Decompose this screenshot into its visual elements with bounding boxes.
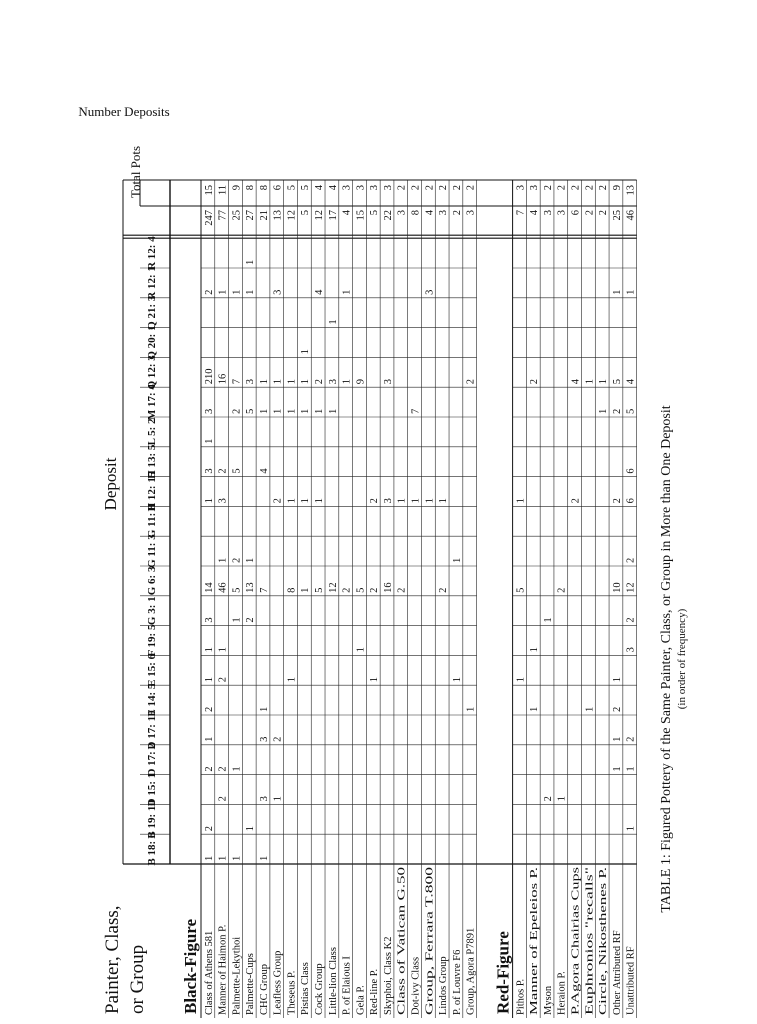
row-cell-value: 1 xyxy=(598,378,610,385)
row-number-deposits: 2 xyxy=(598,185,610,191)
row-cell-value: 1 xyxy=(327,319,339,325)
deposit-column-header: L 5: 2 xyxy=(146,418,158,446)
deposit-column-header: F 19: 5 xyxy=(146,624,158,657)
row-cell-value: 1 xyxy=(231,766,243,772)
deposit-column-header: D 17: 10 xyxy=(146,710,158,750)
row-cell-value: 9 xyxy=(355,378,367,385)
row-number-deposits: 3 xyxy=(529,185,541,191)
row-cell-value: 1 xyxy=(355,647,367,653)
row-number-deposits: 5 xyxy=(286,185,298,191)
row-cell-value: 1 xyxy=(300,408,312,414)
row-cell-value: 16 xyxy=(382,582,394,593)
row-total-pots: 25 xyxy=(611,210,623,221)
row-cell-value: 2 xyxy=(203,766,215,772)
deposit-column-header: H 12: 15 xyxy=(146,471,158,512)
row-cell-value: 2 xyxy=(203,289,215,295)
row-number-deposits: 3 xyxy=(355,185,367,191)
row-cell-value: 1 xyxy=(451,676,463,683)
deposit-column-header: H 13: 5 xyxy=(146,444,158,479)
row-name: Theseus P. xyxy=(286,970,298,1015)
row-cell-value: 7 xyxy=(258,587,270,593)
row-cell-value: 46 xyxy=(217,582,229,593)
deposit-column-header: Q 20: 1 xyxy=(146,325,158,360)
deposit-column-header: R 12: 4 xyxy=(146,236,158,270)
row-total-pots: 7 xyxy=(515,210,527,216)
table-row xyxy=(328,180,339,1018)
row-cell-value: 1 xyxy=(203,498,215,504)
table-row xyxy=(543,180,554,1018)
row-total-pots: 3 xyxy=(465,210,477,216)
row-cell-value: 1 xyxy=(529,706,541,712)
row-total-pots: 6 xyxy=(570,210,582,216)
row-cell-value: 1 xyxy=(327,408,339,414)
table-row xyxy=(259,180,270,1018)
row-cell-value: 1 xyxy=(341,378,353,385)
table-row xyxy=(383,180,394,1018)
table-caption-subtitle: (in order of frequency) xyxy=(676,608,688,710)
row-cell-value: 1 xyxy=(203,736,215,742)
row-number-deposits: 2 xyxy=(424,185,436,191)
table-row xyxy=(314,180,325,1018)
row-cell-value: 5 xyxy=(625,408,637,414)
painter-column-header-line1: Painter, Class, xyxy=(102,905,123,1014)
row-number-deposits: 3 xyxy=(341,185,353,191)
deposit-column-header: E 14: 5 xyxy=(146,683,158,717)
row-number-deposits: 9 xyxy=(611,185,623,191)
row-cell-value: 1 xyxy=(231,855,243,861)
row-cell-value: 3 xyxy=(382,378,394,385)
row-cell-value: 4 xyxy=(570,378,582,385)
row-cell-value: 4 xyxy=(625,378,637,385)
deposit-column-header: B 18: 6 xyxy=(146,832,158,866)
table-row xyxy=(515,180,526,1018)
row-cell-value: 1 xyxy=(611,736,623,742)
row-cell-value: 2 xyxy=(369,587,381,593)
row-cell-value: 1 xyxy=(272,408,284,414)
row-cell-value: 3 xyxy=(245,378,257,385)
row-cell-value: 2 xyxy=(231,557,243,563)
row-number-deposits: 2 xyxy=(570,185,582,191)
table-row xyxy=(557,180,568,1018)
row-cell-value: 2 xyxy=(529,378,541,385)
table-row xyxy=(424,180,435,1018)
row-name: Heraion P. xyxy=(556,971,568,1015)
row-cell-value: 7 xyxy=(410,408,422,414)
row-total-pots: 247 xyxy=(203,210,215,226)
row-total-pots: 12 xyxy=(314,210,326,221)
row-cell-value: 1 xyxy=(438,498,450,504)
row-total-pots: 2 xyxy=(584,210,596,216)
table-row xyxy=(273,180,284,1018)
row-total-pots: 3 xyxy=(556,210,568,216)
row-number-deposits: 13 xyxy=(625,185,637,196)
row-total-pots: 25 xyxy=(231,210,243,221)
row-number-deposits: 6 xyxy=(272,185,284,191)
row-cell-value: 5 xyxy=(611,378,623,385)
deposit-column-header: B 19: 10 xyxy=(146,800,158,839)
row-cell-value: 7 xyxy=(231,378,243,385)
painter-column-header-line2: or Group xyxy=(127,944,148,1014)
row-name: Manner of Haimon P. xyxy=(217,924,229,1015)
deposit-column-header: Q 12: 3 xyxy=(146,355,158,390)
row-cell-value: 1 xyxy=(245,557,257,563)
deposit-column-header: D 17: 2 xyxy=(146,742,158,777)
row-cell-value: 1 xyxy=(584,378,596,385)
row-total-pots: 2 xyxy=(598,210,610,216)
row-cell-value: 1 xyxy=(598,408,610,414)
row-number-deposits: 11 xyxy=(217,185,229,196)
row-cell-value: 1 xyxy=(611,676,623,683)
row-cell-value: 2 xyxy=(217,468,229,474)
row-total-pots: 8 xyxy=(410,210,422,216)
table-row xyxy=(397,180,408,1018)
row-cell-value: 5 xyxy=(231,468,243,474)
row-total-pots: 4 xyxy=(424,210,436,216)
table-row xyxy=(612,180,623,1018)
row-cell-value: 2 xyxy=(217,796,229,802)
row-cell-value: 1 xyxy=(424,498,436,504)
row-cell-value: 3 xyxy=(258,796,270,802)
row-cell-value: 210 xyxy=(203,368,215,385)
row-total-pots: 3 xyxy=(438,210,450,216)
row-cell-value: 1 xyxy=(515,498,527,504)
row-cell-value: 1 xyxy=(245,825,257,832)
row-cell-value: 1 xyxy=(300,349,312,355)
row-cell-value: 10 xyxy=(611,582,623,593)
row-cell-value: 2 xyxy=(272,498,284,504)
row-cell-value: 1 xyxy=(258,706,270,712)
row-cell-value: 2 xyxy=(438,587,450,593)
table-row xyxy=(598,180,609,1018)
table-row xyxy=(571,180,582,1018)
row-number-deposits: 2 xyxy=(451,185,463,191)
row-number-deposits: 2 xyxy=(438,185,450,191)
row-total-pots: 5 xyxy=(300,210,312,216)
row-cell-value: 5 xyxy=(515,587,527,593)
row-cell-value: 5 xyxy=(231,587,243,593)
row-number-deposits: 4 xyxy=(314,185,326,191)
table-row xyxy=(584,180,595,1018)
row-cell-value: 2 xyxy=(625,557,637,563)
row-cell-value: 2 xyxy=(611,498,623,504)
row-name: P. of Elaious I xyxy=(341,956,353,1015)
row-cell-value: 1 xyxy=(272,378,284,385)
table-row xyxy=(438,180,449,1018)
row-name: Class of Athens 581 xyxy=(203,930,215,1015)
row-name: Class of Vatican G.50 xyxy=(396,923,408,1015)
table-caption: TABLE 1: Figured Pottery of the Same Painter, Class, or Group in More than One Deposit xyxy=(659,405,674,913)
row-cell-value: 1 xyxy=(584,706,596,712)
deposit-column-header: E 15: 6 xyxy=(146,653,158,687)
row-cell-value: 1 xyxy=(451,557,463,563)
row-cell-value: 2 xyxy=(465,378,477,385)
row-cell-value: 2 xyxy=(231,408,243,414)
row-name: Unattributed RF xyxy=(625,946,637,1015)
number-deposits-header: Number Deposits xyxy=(78,104,170,119)
row-cell-value: 5 xyxy=(245,408,257,414)
row-number-deposits: 4 xyxy=(327,185,339,191)
row-cell-value: 1 xyxy=(515,676,527,683)
row-number-deposits: 2 xyxy=(465,185,477,191)
row-cell-value: 1 xyxy=(258,408,270,414)
row-cell-value: 4 xyxy=(258,468,270,474)
row-number-deposits: 2 xyxy=(542,185,554,191)
row-total-pots: 17 xyxy=(327,210,339,221)
total-pots-header: Total Pots xyxy=(128,145,143,199)
row-total-pots: 4 xyxy=(529,210,541,216)
row-cell-value: 1 xyxy=(314,408,326,414)
table-row xyxy=(369,180,380,1018)
row-cell-value: 2 xyxy=(542,796,554,802)
row-cell-value: 1 xyxy=(556,796,568,802)
row-cell-value: 1 xyxy=(286,676,298,683)
row-cell-value: 1 xyxy=(258,855,270,861)
table-row xyxy=(529,180,540,1018)
row-total-pots: 27 xyxy=(245,210,257,221)
row-name: Circle, Nikosthenes P. xyxy=(598,922,610,1015)
row-cell-value: 1 xyxy=(245,259,257,265)
row-total-pots: 5 xyxy=(369,210,381,216)
row-cell-value: 1 xyxy=(231,289,243,295)
deposit-column-header: R 12: 1 xyxy=(146,266,158,300)
table-row xyxy=(342,180,353,1018)
row-cell-value: 5 xyxy=(314,587,326,593)
row-cell-value: 3 xyxy=(625,647,637,653)
row-cell-value: 1 xyxy=(286,378,298,385)
row-cell-value: 1 xyxy=(625,289,637,295)
row-cell-value: 1 xyxy=(203,855,215,861)
row-cell-value: 12 xyxy=(625,582,637,593)
row-cell-value: 1 xyxy=(465,706,477,712)
row-name: CHC Group xyxy=(258,963,270,1015)
row-number-deposits: 9 xyxy=(231,185,243,191)
deposit-column-header: Q 21: 3 xyxy=(146,295,158,330)
row-cell-value: 3 xyxy=(272,289,284,295)
row-cell-value: 1 xyxy=(272,796,284,802)
deposit-column-header: D 15: 1 xyxy=(146,772,158,807)
row-name: Manner of Epeleios P. xyxy=(529,922,541,1015)
row-cell-value: 2 xyxy=(341,587,353,593)
row-cell-value: 1 xyxy=(625,825,637,832)
row-name: Myson xyxy=(542,985,554,1015)
row-total-pots: 3 xyxy=(396,210,408,216)
row-cell-value: 2 xyxy=(396,587,408,593)
row-cell-value: 2 xyxy=(203,825,215,832)
row-number-deposits: 2 xyxy=(396,185,408,191)
row-cell-value: 14 xyxy=(203,582,215,593)
row-cell-value: 1 xyxy=(286,498,298,504)
row-total-pots: 77 xyxy=(217,210,229,221)
row-cell-value: 2 xyxy=(217,676,229,683)
row-cell-value: 6 xyxy=(625,468,637,474)
row-cell-value: 1 xyxy=(369,676,381,683)
row-name: P. of Louvre F6 xyxy=(451,949,463,1015)
deposit-header: Deposit xyxy=(101,457,120,511)
row-cell-value: 2 xyxy=(611,408,623,414)
row-cell-value: 8 xyxy=(286,587,298,593)
row-total-pots: 2 xyxy=(451,210,463,216)
row-cell-value: 2 xyxy=(217,766,229,772)
row-name: Little-lion Class xyxy=(327,947,339,1015)
table-row xyxy=(466,180,477,1018)
row-name: Cock Group xyxy=(314,963,326,1015)
row-total-pots: 3 xyxy=(542,210,554,216)
row-total-pots: 13 xyxy=(272,210,284,221)
row-number-deposits: 2 xyxy=(410,185,422,191)
row-cell-value: 2 xyxy=(272,736,284,742)
row-cell-value: 3 xyxy=(424,289,436,295)
row-cell-value: 1 xyxy=(217,855,229,861)
row-cell-value: 2 xyxy=(625,617,637,623)
deposit-column-header: G 3: 1 xyxy=(146,596,158,626)
row-total-pots: 4 xyxy=(341,210,353,216)
row-cell-value: 3 xyxy=(203,408,215,414)
row-cell-value: 2 xyxy=(314,378,326,385)
row-name: Palmette-Lekythoi xyxy=(231,936,243,1015)
row-number-deposits: 5 xyxy=(300,185,312,191)
row-name: P.Agora Chairias Cups xyxy=(570,919,582,1015)
row-cell-value: 3 xyxy=(217,498,229,504)
row-cell-value: 1 xyxy=(203,676,215,683)
table-row xyxy=(410,180,421,1018)
row-number-deposits: 8 xyxy=(245,185,257,191)
table-row xyxy=(286,180,297,1018)
row-cell-value: 1 xyxy=(300,498,312,504)
row-name: Gela P. xyxy=(355,985,367,1015)
deposit-column-header: G 11: 3 xyxy=(146,534,158,568)
table-row xyxy=(626,180,637,1018)
row-cell-value: 1 xyxy=(542,617,554,623)
row-cell-value: 2 xyxy=(625,736,637,742)
row-cell-value: 1 xyxy=(611,766,623,772)
row-cell-value: 3 xyxy=(327,378,339,385)
row-number-deposits: 3 xyxy=(515,185,527,191)
section-title: Red-Figure xyxy=(493,931,513,1014)
row-cell-value: 2 xyxy=(203,706,215,712)
row-name: Leafless Group xyxy=(272,950,284,1015)
row-cell-value: 2 xyxy=(570,498,582,504)
table-row xyxy=(355,180,366,1018)
row-number-deposits: 2 xyxy=(556,185,568,191)
row-number-deposits: 3 xyxy=(369,185,381,191)
table-section xyxy=(181,180,477,1018)
row-cell-value: 1 xyxy=(217,557,229,563)
row-cell-value: 1 xyxy=(396,498,408,504)
row-cell-value: 3 xyxy=(382,498,394,504)
row-number-deposits: 15 xyxy=(203,185,215,196)
row-name: Red-line P. xyxy=(369,968,381,1015)
row-name: Palmette-Cups xyxy=(245,953,257,1015)
row-cell-value: 16 xyxy=(217,373,229,385)
row-cell-value: 6 xyxy=(625,498,637,504)
row-cell-value: 1 xyxy=(529,647,541,653)
row-name: Group, Agora P7891 xyxy=(465,927,477,1015)
row-cell-value: 1 xyxy=(258,378,270,385)
row-cell-value: 2 xyxy=(611,706,623,712)
row-cell-value: 2 xyxy=(369,498,381,504)
table-row xyxy=(204,180,215,1018)
row-cell-value: 1 xyxy=(410,498,422,504)
row-total-pots: 21 xyxy=(258,210,270,221)
table-row xyxy=(452,180,463,1018)
row-name: Group, Ferrara T.800 xyxy=(424,926,436,1015)
row-total-pots: 12 xyxy=(286,210,298,221)
table-section xyxy=(494,180,637,1018)
row-name: Euphronios "recalls" xyxy=(584,927,596,1015)
row-cell-value: 1 xyxy=(611,289,623,295)
table-row xyxy=(218,180,229,1018)
row-cell-value: 1 xyxy=(203,438,215,444)
row-number-deposits: 8 xyxy=(258,185,270,191)
deposit-column-header: G 6: 3 xyxy=(146,566,158,596)
row-name: Dot-ivy Class xyxy=(410,956,422,1015)
row-cell-value: 1 xyxy=(314,498,326,504)
row-name: Pistias Class xyxy=(300,962,312,1015)
row-cell-value: 5 xyxy=(355,587,367,593)
row-cell-value: 1 xyxy=(625,766,637,772)
row-cell-value: 1 xyxy=(300,587,312,593)
row-cell-value: 1 xyxy=(300,378,312,385)
row-total-pots: 46 xyxy=(625,210,637,221)
row-cell-value: 12 xyxy=(327,582,339,593)
row-cell-value: 1 xyxy=(217,647,229,653)
table-row xyxy=(245,180,256,1018)
row-cell-value: 1 xyxy=(341,289,353,295)
deposit-column-header: M 17: 4 xyxy=(146,384,158,421)
row-cell-value: 4 xyxy=(314,289,326,295)
row-name: Skyphoi, Class K2 xyxy=(382,936,394,1015)
row-cell-value: 1 xyxy=(203,647,215,653)
deposit-column-header: G 11: 8 xyxy=(146,504,158,539)
row-name: Pithos P. xyxy=(515,978,527,1015)
row-cell-value: 1 xyxy=(231,617,243,623)
row-name: Other Attributed RF xyxy=(611,930,623,1015)
row-cell-value: 1 xyxy=(245,289,257,295)
row-total-pots: 22 xyxy=(382,210,394,221)
row-total-pots: 15 xyxy=(355,210,367,221)
row-cell-value: 1 xyxy=(286,408,298,414)
section-title: Black-Figure xyxy=(181,918,200,1014)
row-cell-value: 1 xyxy=(217,289,229,295)
row-cell-value: 2 xyxy=(245,617,257,623)
row-cell-value: 3 xyxy=(203,468,215,474)
row-number-deposits: 3 xyxy=(382,185,394,191)
table-row xyxy=(231,180,242,1018)
row-cell-value: 3 xyxy=(258,736,270,742)
row-cell-value: 2 xyxy=(556,587,568,593)
row-name: Lindos Group xyxy=(438,956,450,1015)
table-row xyxy=(300,180,311,1018)
row-number-deposits: 2 xyxy=(584,185,596,191)
row-cell-value: 3 xyxy=(203,617,215,623)
row-cell-value: 13 xyxy=(245,582,257,593)
